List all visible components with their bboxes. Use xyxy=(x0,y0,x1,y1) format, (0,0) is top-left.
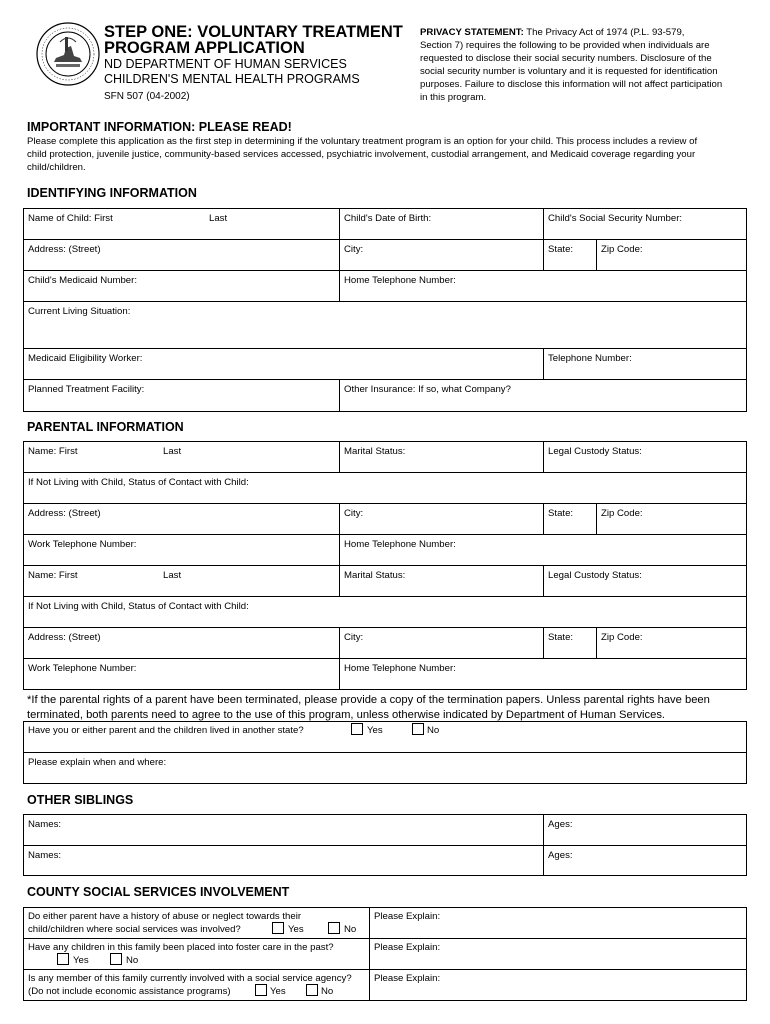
privacy-label: PRIVACY STATEMENT: xyxy=(420,27,524,38)
parent1-marital-field[interactable]: Marital Status: xyxy=(344,446,406,457)
child-city-field[interactable]: City: xyxy=(344,244,364,255)
foster-care-yes-checkbox[interactable] xyxy=(57,953,69,965)
parent1-city-field[interactable]: City: xyxy=(344,508,364,519)
q1-line2: child/children where social services was involved? xyxy=(28,924,241,935)
sibling-names-field[interactable]: Names: xyxy=(28,819,62,830)
county-heading: COUNTY SOCIAL SERVICES INVOLVEMENT xyxy=(27,885,290,899)
q3-line1: Is any member of this family currently involved with a social service agency? xyxy=(28,973,352,984)
parent2-zip-field[interactable]: Zip Code: xyxy=(601,632,643,643)
parental-heading: PARENTAL INFORMATION xyxy=(27,420,184,434)
child-home-phone-field[interactable]: Home Telephone Number: xyxy=(344,275,456,286)
form-title-line2: PROGRAM APPLICATION xyxy=(104,39,305,57)
child-state-field[interactable]: State: xyxy=(548,244,574,255)
child-last-name-field[interactable]: Last xyxy=(209,213,228,224)
termination-note xyxy=(27,693,710,722)
yes-label: Yes xyxy=(367,725,383,736)
parent1-work-phone-field[interactable]: Work Telephone Number: xyxy=(28,539,137,550)
agency-involvement-yes-checkbox[interactable] xyxy=(255,984,267,996)
parent2-contact-field[interactable]: If Not Living with Child, Status of Contact with Child: xyxy=(28,601,249,612)
parent2-custody-field[interactable]: Legal Custody Status: xyxy=(548,570,642,581)
child-dob-field[interactable]: Child's Date of Birth: xyxy=(344,213,432,224)
no-label: No xyxy=(344,924,357,935)
sibling-names-field[interactable]: Names: xyxy=(28,850,62,861)
other-insurance-field[interactable]: Other Insurance: If so, what Company? xyxy=(344,384,511,395)
other-state-no-checkbox[interactable] xyxy=(412,723,424,735)
parent2-state-field[interactable]: State: xyxy=(548,632,574,643)
privacy-line: Section 7) requires the following to be provided when individuals are xyxy=(420,40,710,51)
eligibility-worker-field[interactable]: Medicaid Eligibility Worker: xyxy=(28,353,143,364)
q1-line1: Do either parent have a history of abuse or neglect towards their xyxy=(28,911,302,922)
worker-phone-field[interactable]: Telephone Number: xyxy=(548,353,632,364)
privacy-line: in this program. xyxy=(420,92,487,103)
parent1-zip-field[interactable]: Zip Code: xyxy=(601,508,643,519)
parent2-first-name-field[interactable]: Name: First xyxy=(28,570,78,581)
treatment-facility-field[interactable]: Planned Treatment Facility: xyxy=(28,384,145,395)
yes-label: Yes xyxy=(270,986,286,997)
yes-label: Yes xyxy=(288,924,304,935)
child-address-field[interactable]: Address: (Street) xyxy=(28,244,101,255)
parent1-last-name-field[interactable]: Last xyxy=(163,446,182,457)
privacy-line: purposes. Failure to disclose this information will not affect participation xyxy=(420,79,723,90)
important-line: child protection, juvenile justice, community-based services accessed, psychiatric involvement, custodial arrangement, and Medicaid coverage regarding your xyxy=(27,149,696,160)
important-line: child/children. xyxy=(27,162,86,173)
note-line: *If the parental rights of a parent have been terminated, please provide a copy of the termination papers. Unless parental rights have been xyxy=(27,694,710,706)
child-medicaid-field[interactable]: Child's Medicaid Number: xyxy=(28,275,138,286)
abuse-history-no-checkbox[interactable] xyxy=(328,922,340,934)
note-line: terminated, both parents need to agree to the use of this program, unless otherwise indicated by Department of Human Services. xyxy=(27,708,666,721)
no-label: No xyxy=(321,986,334,997)
siblings-heading: OTHER SIBLINGS xyxy=(27,793,134,807)
no-label: No xyxy=(427,725,440,736)
q2-line1: Have any children in this family been placed into foster care in the past? xyxy=(28,942,334,953)
parent1-first-name-field[interactable]: Name: First xyxy=(28,446,78,457)
other-state-question: Have you or either parent and the children lived in another state? xyxy=(28,725,304,736)
child-ssn-field[interactable]: Child's Social Security Number: xyxy=(548,213,683,224)
parent2-city-field[interactable]: City: xyxy=(344,632,364,643)
parent2-last-name-field[interactable]: Last xyxy=(163,570,182,581)
parent2-work-phone-field[interactable]: Work Telephone Number: xyxy=(28,663,137,674)
explain-where-field[interactable]: Please explain when and where: xyxy=(28,757,167,768)
sibling-ages-field[interactable]: Ages: xyxy=(548,819,573,830)
child-first-name-field[interactable]: Name of Child: First xyxy=(28,213,113,224)
parent1-home-phone-field[interactable]: Home Telephone Number: xyxy=(344,539,456,550)
privacy-line: social security number is voluntary and it is requested for identification xyxy=(420,66,718,77)
parent1-address-field[interactable]: Address: (Street) xyxy=(28,508,101,519)
child-zip-field[interactable]: Zip Code: xyxy=(601,244,643,255)
state-seal-icon xyxy=(36,22,100,86)
form-title-line1: STEP ONE: VOLUNTARY TREATMENT xyxy=(104,23,403,41)
q3-line2: (Do not include economic assistance programs) xyxy=(28,986,231,997)
foster-explain-field[interactable]: Please Explain: xyxy=(374,942,441,953)
abuse-history-yes-checkbox[interactable] xyxy=(272,922,284,934)
privacy-statement xyxy=(420,26,765,104)
agency-explain-field[interactable]: Please Explain: xyxy=(374,973,441,984)
department-name: ND DEPARTMENT OF HUMAN SERVICES xyxy=(104,57,347,71)
abuse-explain-field[interactable]: Please Explain: xyxy=(374,911,441,922)
parent1-state-field[interactable]: State: xyxy=(548,508,574,519)
identifying-heading: IDENTIFYING INFORMATION xyxy=(27,186,197,200)
important-text xyxy=(27,135,697,174)
other-state-yes-checkbox[interactable] xyxy=(351,723,363,735)
parent2-address-field[interactable]: Address: (Street) xyxy=(28,632,101,643)
no-label: No xyxy=(126,955,139,966)
important-line: Please complete this application as the first step in determining if the voluntary treatment program is an option for your child. This process includes a review of xyxy=(27,136,698,147)
agency-involvement-no-checkbox[interactable] xyxy=(306,984,318,996)
parent2-marital-field[interactable]: Marital Status: xyxy=(344,570,406,581)
sibling-ages-field[interactable]: Ages: xyxy=(548,850,573,861)
parent1-contact-field[interactable]: If Not Living with Child, Status of Contact with Child: xyxy=(28,477,249,488)
important-heading: IMPORTANT INFORMATION: PLEASE READ! xyxy=(27,120,292,134)
privacy-line: requested to disclose their social security numbers. Disclosure of the xyxy=(420,53,712,64)
program-name: CHILDREN'S MENTAL HEALTH PROGRAMS xyxy=(104,72,360,86)
form-number: SFN 507 (04-2002) xyxy=(104,91,190,102)
privacy-line: The Privacy Act of 1974 (P.L. 93-579, xyxy=(526,27,685,38)
living-situation-field[interactable]: Current Living Situation: xyxy=(28,306,131,317)
parent1-custody-field[interactable]: Legal Custody Status: xyxy=(548,446,642,457)
parent2-home-phone-field[interactable]: Home Telephone Number: xyxy=(344,663,456,674)
yes-label: Yes xyxy=(73,955,89,966)
foster-care-no-checkbox[interactable] xyxy=(110,953,122,965)
